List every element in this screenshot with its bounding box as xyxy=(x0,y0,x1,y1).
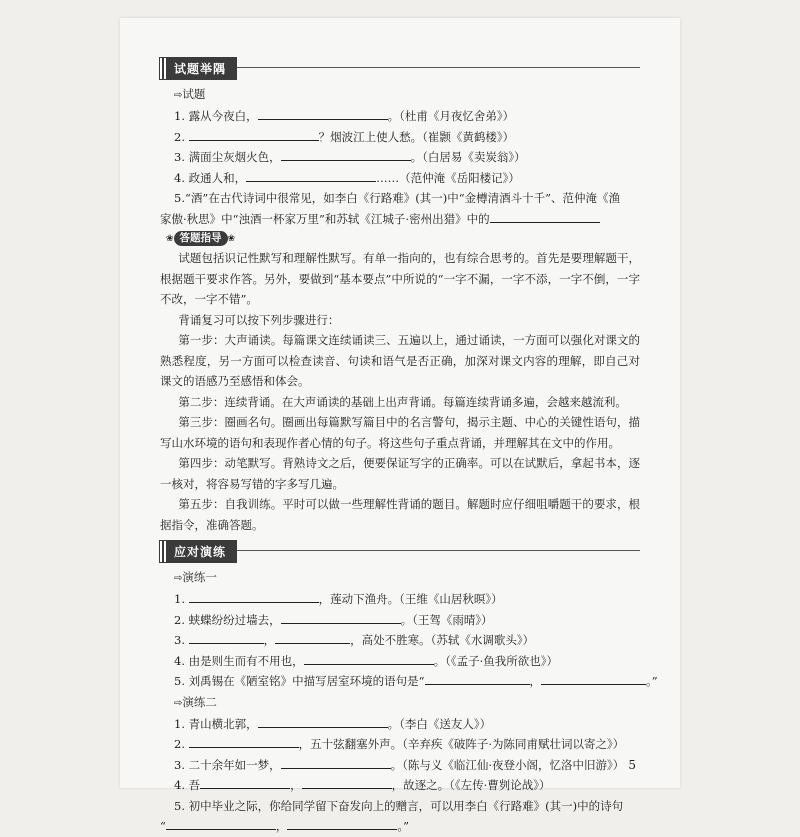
answer-blank[interactable] xyxy=(281,148,411,161)
q-text: ，莲动下渔舟。（王维《山居秋暝》） xyxy=(318,592,503,606)
q-text: ？烟波江上使人愁。（崔颢《黄鹤楼》） xyxy=(318,129,515,144)
answer-blank[interactable] xyxy=(304,652,434,665)
answer-para-7: 第五步：自我训练。平时可以做一些理解性背诵的题目。解题时应仔细咀嚼题干的要求，根据指令，准确答题。 xyxy=(160,497,640,532)
section-title-examples: 试题举隅 xyxy=(160,58,236,79)
question-3 xyxy=(160,147,640,168)
practice1-item-2 xyxy=(160,610,640,631)
answer-blank[interactable] xyxy=(189,128,319,141)
q-text: 。（《孟子·鱼我所欲也》） xyxy=(433,653,559,668)
q-text: 。（王驾《雨晴》） xyxy=(400,612,493,627)
section-header-row xyxy=(160,541,640,563)
answer-para-5: 第三步：圈画名句。圈画出每篇默写篇目中的名言警句，揭示主题、中心的关键性语句，描写山水环境的语句和表现作者心情的句子。将这些句子重点背诵，并理解其在文中的作用。 xyxy=(160,415,640,450)
q-text: ， xyxy=(263,633,276,647)
answer-para-6: 第四步：动笔默写。背熟诗文之后，便要保证写字的正确率。可以在试默后，拿起书本，逐一核对，将容易写错的字多写几遍。 xyxy=(160,456,640,491)
q-text: “ xyxy=(160,819,166,833)
star-icon: ❀ xyxy=(166,234,174,244)
q-text: 1. 露从今夜白， xyxy=(174,109,258,123)
q-text: 4. 政通人和， xyxy=(174,170,247,185)
section-header-row xyxy=(160,58,640,80)
practice1-item-4 xyxy=(160,651,640,672)
answer-blank[interactable] xyxy=(490,210,600,223)
q-text: 。（杜甫《月夜忆舍弟》） xyxy=(387,109,515,123)
practice2-item-5-line1 xyxy=(160,796,640,817)
answer-blank[interactable] xyxy=(275,631,350,644)
q-text: ， xyxy=(290,778,302,792)
book-page xyxy=(120,18,680,833)
answer-blank[interactable] xyxy=(281,611,401,624)
answer-para-2: 背诵复习可以按下列步骤进行： xyxy=(178,312,340,327)
q-text: ……（范仲淹《岳阳楼记》） xyxy=(376,170,520,185)
q-text: 4. 由是则生而有不用也， xyxy=(174,653,304,668)
q-text: 2. xyxy=(174,129,189,144)
q-text: 。（白居易《卖炭翁》） xyxy=(410,150,526,164)
q-text: 。（陈与义《临江仙·夜登小阁，忆洛中旧游》） xyxy=(390,757,625,772)
answer-para-4: 第二步：连续背诵。在大声诵读的基础上出声背诵。每篇连续背诵多遍，会越来越流利。 xyxy=(178,394,627,409)
practice2-item-2 xyxy=(160,734,640,755)
q-text: 4. 吾 xyxy=(174,778,201,792)
answer-guide-header xyxy=(160,229,640,248)
subheading-practice-1 xyxy=(160,567,640,589)
answer-blank[interactable] xyxy=(281,756,391,769)
question-1 xyxy=(160,106,640,127)
answer-blank[interactable] xyxy=(302,776,392,789)
answer-blank[interactable] xyxy=(166,817,276,830)
q-text: 5. 初中毕业之际，你给同学留下奋发向上的赠言，可以用李白《行路难》(其一)中的诗句 xyxy=(174,798,624,813)
practice2-item-5-line2 xyxy=(160,816,640,837)
q-text: 3. 二十余年如一梦， xyxy=(174,757,281,772)
arrow-right-icon: ⇨ xyxy=(174,697,183,709)
q-text: ， xyxy=(529,674,542,688)
subheading-label: 演练一 xyxy=(182,570,217,584)
star-icon: ❀ xyxy=(227,234,236,244)
q-text: ，故逐之。（《左传·曹刿论战》） xyxy=(391,778,551,792)
q-text: 家傲·秋思》中“浊酒一杯家万里”和苏轼《江城子·密州出猎》中的 xyxy=(160,211,490,226)
q-text: 1. xyxy=(174,592,189,606)
page-number: 5 xyxy=(628,758,636,772)
subheading-practice-2 xyxy=(160,692,640,714)
answer-para-1: 试题包括识记性默写和理解性默写。有单一指向的，也有综合思考的。首先是要理解题干，根据题干要求作答。另外，要做到“基本要点”中所说的“一字不漏，一字不添，一字不倒，一字不改，一字不错”。 xyxy=(160,251,640,306)
answer-blank[interactable] xyxy=(189,735,299,748)
practice2-item-3 xyxy=(160,755,640,776)
answer-para-3: 第一步：大声诵读。每篇课文连续诵读三、五遍以上，通过诵读，一方面可以强化对课文的熟悉程度，另一方面可以检查读音、句读和语气是否正确，加深对课文内容的理解，即自己对课文的语感乃至感悟和体会。 xyxy=(160,333,640,388)
answer-blank[interactable] xyxy=(246,169,376,182)
q-text: ，高处不胜寒。（苏轼《水调歌头》） xyxy=(350,633,535,647)
question-2 xyxy=(160,127,640,148)
subheading-label: 演练二 xyxy=(182,694,217,709)
arrow-right-icon: ⇨ xyxy=(174,90,183,101)
answer-blank[interactable] xyxy=(189,590,319,603)
section-title-practice: 应对演练 xyxy=(160,541,236,562)
practice2-item-1 xyxy=(160,714,640,735)
practice1-item-5 xyxy=(160,671,658,692)
q-text: ，五十弦翻塞外声。（辛弃疾《破阵子·为陈同甫赋壮词以寄之》） xyxy=(298,737,625,751)
q-text: 2. 蛱蝶纷纷过墙去， xyxy=(174,612,281,627)
question-4 xyxy=(160,168,640,189)
answer-blank[interactable] xyxy=(258,107,388,120)
practice1-item-3 xyxy=(160,630,640,651)
q-text: 1. 青山横北郭， xyxy=(174,716,258,731)
answer-blank[interactable] xyxy=(287,817,397,830)
answer-blank[interactable] xyxy=(541,672,646,685)
practice1-item-1 xyxy=(160,589,640,610)
subheading-questions xyxy=(160,84,640,106)
arrow-right-icon: ⇨ xyxy=(174,573,183,584)
q-text: 。（李白《送友人》） xyxy=(387,716,492,731)
q-text: 3. 满面尘灰烟火色， xyxy=(174,150,281,164)
answer-blank[interactable] xyxy=(189,631,264,644)
q-text: 5. 刘禹锡在《陋室铭》中描写居室环境的语句是“ xyxy=(174,674,425,688)
question-5-line1 xyxy=(160,188,640,209)
practice2-item-4 xyxy=(160,775,640,796)
answer-blank[interactable] xyxy=(425,672,530,685)
q-text: 。” xyxy=(646,674,658,688)
q-text: 。” xyxy=(397,819,410,833)
answer-guide-title: 答题指导 xyxy=(174,231,228,246)
q-text: ， xyxy=(275,819,288,833)
q-text: 3. xyxy=(174,633,189,647)
q-text: 2. xyxy=(174,737,189,751)
answer-blank[interactable] xyxy=(200,776,290,789)
question-5-line2 xyxy=(160,209,640,230)
answer-blank[interactable] xyxy=(258,715,388,728)
q-text: 5.“酒”在古代诗词中很常见，如李白《行路难》(其一)中“金樽清酒斗十千”、范仲淹《渔 xyxy=(174,191,620,205)
subheading-label: 试题 xyxy=(182,87,206,101)
page-content xyxy=(160,58,658,837)
